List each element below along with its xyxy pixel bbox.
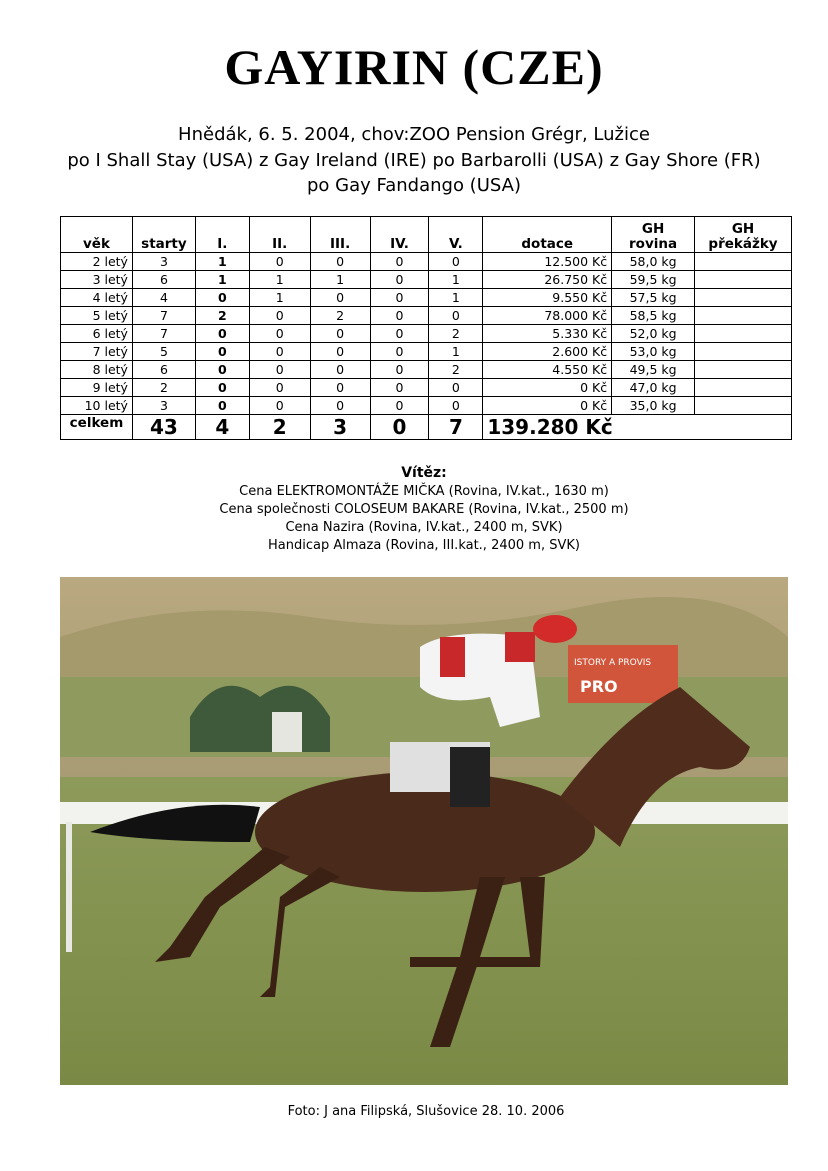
row-prize: 5.330 Kč xyxy=(483,325,612,343)
row-third: 0 xyxy=(310,361,370,379)
row-age: 6 letý xyxy=(61,325,133,343)
row-first: 0 xyxy=(195,379,249,397)
row-prize: 9.550 Kč xyxy=(483,289,612,307)
row-fourth: 0 xyxy=(370,343,429,361)
row-age: 3 letý xyxy=(61,271,133,289)
header-fourth: IV. xyxy=(370,217,429,253)
row-fifth: 0 xyxy=(429,397,483,415)
winner-race: Cena Nazira (Rovina, IV.kat., 2400 m, SVK) xyxy=(285,520,563,535)
row-fifth: 0 xyxy=(429,379,483,397)
row-fourth: 0 xyxy=(370,325,429,343)
row-starts: 6 xyxy=(132,271,195,289)
row-third: 1 xyxy=(310,271,370,289)
header-starts: starty xyxy=(132,217,195,253)
jockey-silks-stripe xyxy=(440,637,465,677)
total-third: 3 xyxy=(310,415,370,440)
jockey-boot xyxy=(450,747,490,807)
row-starts: 3 xyxy=(132,397,195,415)
row-gh-jump xyxy=(695,379,792,397)
header-gh-flat: GH rovina xyxy=(612,217,695,253)
row-starts: 7 xyxy=(132,325,195,343)
total-second: 2 xyxy=(249,415,310,440)
row-second: 0 xyxy=(249,253,310,271)
winner-race: Cena ELEKTROMONTÁŽE MIČKA (Rovina, IV.kat., 1630 m) xyxy=(239,484,609,499)
total-prize: 139.280 Kč xyxy=(483,415,792,440)
jockey-silks-stripe xyxy=(505,632,535,662)
winner-heading: Vítěz: xyxy=(401,465,447,481)
horse-info-line: Hnědák, 6. 5. 2004, chov:ZOO Pension Grégr, Lužice xyxy=(178,124,650,145)
row-first: 0 xyxy=(195,343,249,361)
row-gh-jump xyxy=(695,343,792,361)
row-prize: 78.000 Kč xyxy=(483,307,612,325)
row-gh-jump xyxy=(695,271,792,289)
row-first: 0 xyxy=(195,361,249,379)
row-age: 4 letý xyxy=(61,289,133,307)
table-row xyxy=(61,253,792,271)
row-second: 1 xyxy=(249,271,310,289)
row-fifth: 2 xyxy=(429,325,483,343)
row-third: 0 xyxy=(310,379,370,397)
row-first: 0 xyxy=(195,397,249,415)
row-first: 2 xyxy=(195,307,249,325)
page-title: GAYIRIN (CZE) xyxy=(224,39,604,95)
judge-box xyxy=(272,712,302,752)
total-label: celkem xyxy=(61,415,133,440)
row-fourth: 0 xyxy=(370,289,429,307)
row-age: 2 letý xyxy=(61,253,133,271)
table-row xyxy=(61,361,792,379)
row-third: 0 xyxy=(310,325,370,343)
row-fourth: 0 xyxy=(370,253,429,271)
row-second: 0 xyxy=(249,343,310,361)
total-starts: 43 xyxy=(132,415,195,440)
row-fifth: 1 xyxy=(429,343,483,361)
table-row xyxy=(61,271,792,289)
row-gh-jump xyxy=(695,361,792,379)
row-gh-flat: 53,0 kg xyxy=(612,343,695,361)
row-gh-jump xyxy=(695,307,792,325)
row-starts: 3 xyxy=(132,253,195,271)
header-third: III. xyxy=(310,217,370,253)
row-prize: 0 Kč xyxy=(483,397,612,415)
row-prize: 2.600 Kč xyxy=(483,343,612,361)
row-age: 8 letý xyxy=(61,361,133,379)
race-photo xyxy=(60,577,788,1085)
row-prize: 0 Kč xyxy=(483,379,612,397)
row-first: 1 xyxy=(195,253,249,271)
row-prize: 4.550 Kč xyxy=(483,361,612,379)
row-second: 0 xyxy=(249,379,310,397)
row-gh-flat: 52,0 kg xyxy=(612,325,695,343)
billboard-text: ISTORY A PROVIS xyxy=(574,658,652,668)
row-starts: 7 xyxy=(132,307,195,325)
table-row xyxy=(61,379,792,397)
table-row xyxy=(61,307,792,325)
row-fourth: 0 xyxy=(370,271,429,289)
row-gh-jump xyxy=(695,397,792,415)
row-third: 0 xyxy=(310,397,370,415)
row-age: 10 letý xyxy=(61,397,133,415)
total-fourth: 0 xyxy=(370,415,429,440)
row-gh-flat: 59,5 kg xyxy=(612,271,695,289)
row-gh-flat: 57,5 kg xyxy=(612,289,695,307)
row-starts: 2 xyxy=(132,379,195,397)
row-fourth: 0 xyxy=(370,361,429,379)
row-first: 1 xyxy=(195,271,249,289)
row-second: 0 xyxy=(249,361,310,379)
row-fourth: 0 xyxy=(370,307,429,325)
row-gh-jump xyxy=(695,253,792,271)
pedigree-line-continued: po Gay Fandango (USA) xyxy=(307,175,521,196)
total-fifth: 7 xyxy=(429,415,483,440)
row-starts: 6 xyxy=(132,361,195,379)
pedigree-line: po I Shall Stay (USA) z Gay Ireland (IRE) po Barbarolli (USA) z Gay Shore (FR) xyxy=(67,150,761,171)
row-gh-flat: 49,5 kg xyxy=(612,361,695,379)
row-prize: 26.750 Kč xyxy=(483,271,612,289)
header-prize: dotace xyxy=(483,217,612,253)
row-third: 2 xyxy=(310,307,370,325)
row-fourth: 0 xyxy=(370,379,429,397)
header-fifth: V. xyxy=(429,217,483,253)
rail-post xyxy=(66,822,72,952)
winner-race: Cena společnosti COLOSEUM BAKARE (Rovina, IV.kat., 2500 m) xyxy=(219,502,629,517)
header-age: věk xyxy=(61,217,133,253)
table-row xyxy=(61,325,792,343)
billboard-text: PRO xyxy=(580,677,618,696)
table-header-row xyxy=(61,217,792,253)
total-first: 4 xyxy=(195,415,249,440)
row-first: 0 xyxy=(195,289,249,307)
row-gh-flat: 58,0 kg xyxy=(612,253,695,271)
row-first: 0 xyxy=(195,325,249,343)
table-row xyxy=(61,343,792,361)
header-first: I. xyxy=(195,217,249,253)
row-fifth: 2 xyxy=(429,361,483,379)
row-fifth: 1 xyxy=(429,289,483,307)
row-third: 0 xyxy=(310,253,370,271)
header-gh-jump: GH překážky xyxy=(695,217,792,253)
row-fifth: 1 xyxy=(429,271,483,289)
row-third: 0 xyxy=(310,289,370,307)
photo-caption: Foto: J ana Filipská, Slušovice 28. 10. 2006 xyxy=(287,1104,565,1119)
winner-race: Handicap Almaza (Rovina, III.kat., 2400 m, SVK) xyxy=(268,538,580,553)
row-prize: 12.500 Kč xyxy=(483,253,612,271)
row-second: 0 xyxy=(249,307,310,325)
row-fifth: 0 xyxy=(429,307,483,325)
row-gh-flat: 35,0 kg xyxy=(612,397,695,415)
row-starts: 5 xyxy=(132,343,195,361)
row-third: 0 xyxy=(310,343,370,361)
row-age: 9 letý xyxy=(61,379,133,397)
row-second: 1 xyxy=(249,289,310,307)
row-fifth: 0 xyxy=(429,253,483,271)
header-second: II. xyxy=(249,217,310,253)
jockey-helmet xyxy=(533,615,577,643)
row-starts: 4 xyxy=(132,289,195,307)
row-gh-flat: 47,0 kg xyxy=(612,379,695,397)
row-second: 0 xyxy=(249,397,310,415)
race-statistics-table xyxy=(60,216,792,440)
row-second: 0 xyxy=(249,325,310,343)
table-total-row xyxy=(61,415,792,440)
table-row xyxy=(61,289,792,307)
row-age: 7 letý xyxy=(61,343,133,361)
row-gh-jump xyxy=(695,325,792,343)
row-age: 5 letý xyxy=(61,307,133,325)
row-gh-flat: 58,5 kg xyxy=(612,307,695,325)
row-gh-jump xyxy=(695,289,792,307)
table-row xyxy=(61,397,792,415)
row-fourth: 0 xyxy=(370,397,429,415)
